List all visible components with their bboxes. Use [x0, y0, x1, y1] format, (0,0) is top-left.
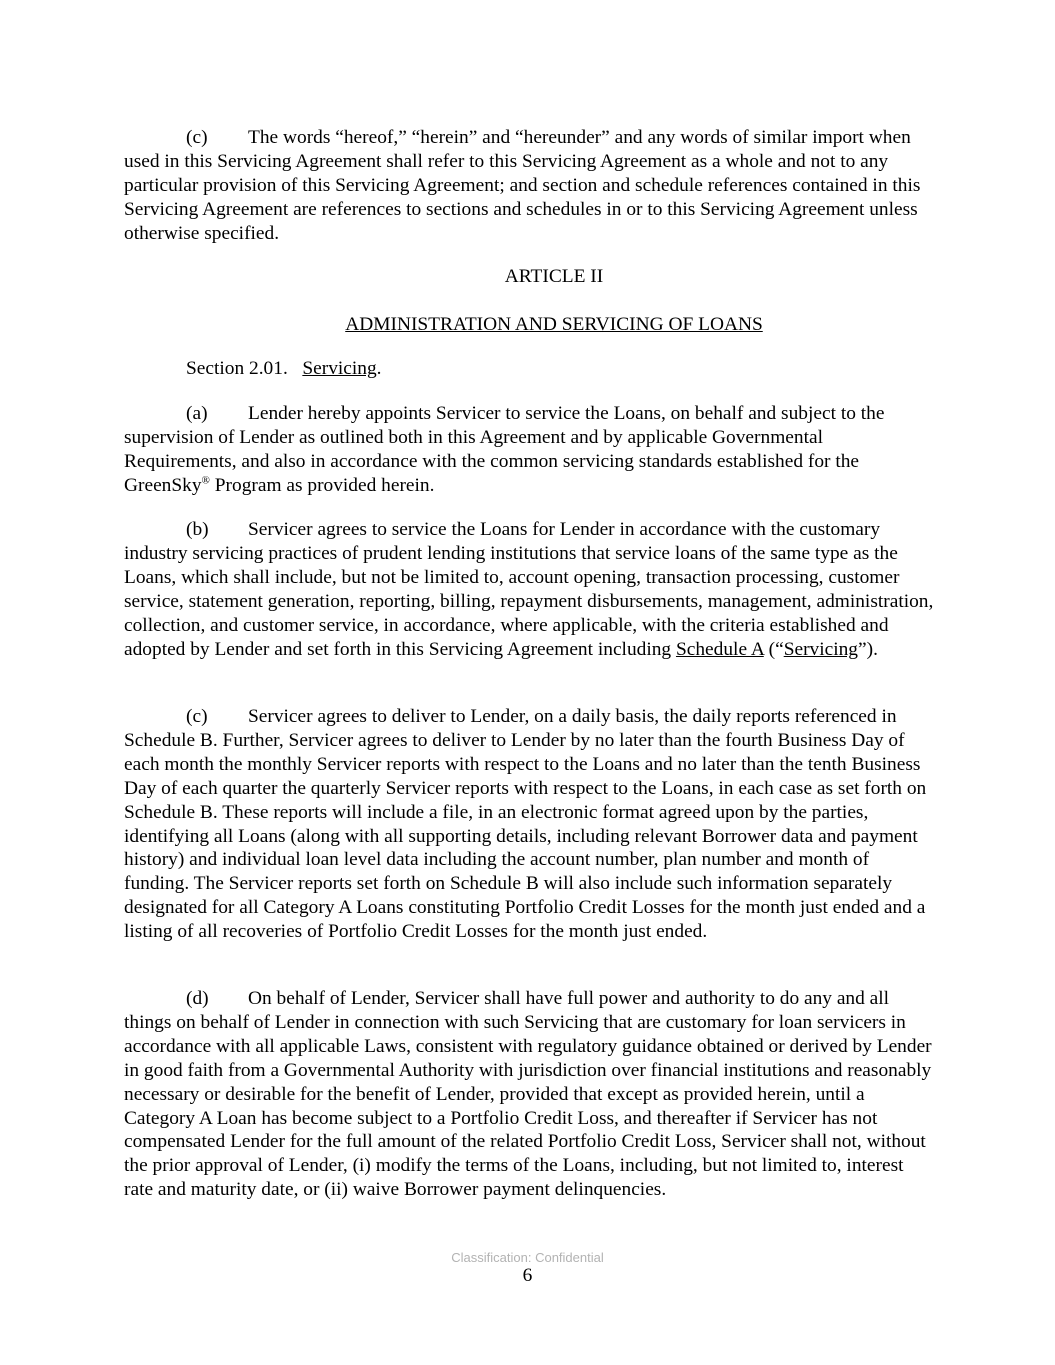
article-number: ARTICLE II — [504, 266, 604, 287]
section-title: Servicing — [302, 358, 377, 379]
defined-term-servicing: Servicing — [783, 638, 859, 660]
section-heading — [124, 357, 934, 381]
classification-label: Classification: Confidential — [451, 1250, 604, 1265]
paragraph-c-reports — [124, 705, 934, 944]
paragraph-text-end: Program as provided herein. — [209, 474, 435, 496]
paragraph-text: Servicer agrees to deliver to Lender, on a daily basis, the daily reports referenced in Schedule B. Further, Servicer agrees to deliver to Lender by no later than the fourth Business Day of each month the monthly Servicer reports with respect to the Loans and no later than the tenth Business Day of each quarter the quarterly Servicer reports with respect to the Loans, in each case as set forth on Schedule B. These reports will include a file, in an electronic format agreed upon by the parties, identifying all Loans (along with all supporting details, including relevant Borrower data and payment history) and individual loan level data including the account number, plan number and month of funding. The Servicer reports set forth on Schedule B will also include such information separately designated for all Category A Loans constituting Portfolio Credit Losses for the month just ended and a listing of all recoveries of Portfolio Credit Losses for the month just ended. — [124, 706, 927, 943]
paragraph-label: (b) — [186, 519, 209, 540]
paragraph-label: (d) — [186, 988, 209, 1009]
close-paren: ”). — [858, 638, 878, 660]
schedule-a-reference: Schedule A — [675, 638, 764, 660]
paragraph-text: The words “hereof,” “herein” and “hereunder” and any words of similar import when used in this Servicing Agreement shall refer to this Servicing Agreement as a whole and not to any particular provision of this Servicing Agreement; and section and schedule references contained in this Servicing Agreement are references to sections and schedules in or to this Servicing Agreement unless otherwise specified. — [124, 127, 921, 244]
article-title — [124, 313, 984, 337]
page-number: 6 — [522, 1265, 533, 1286]
paragraph-a-appointment — [124, 402, 934, 498]
paragraph-label: (a) — [186, 403, 208, 424]
article-title-text: ADMINISTRATION AND SERVICING OF LOANS — [345, 314, 763, 335]
paragraph-d-authority — [124, 987, 934, 1202]
paragraph-text: Lender hereby appoints Servicer to service the Loans, on behalf and subject to the supervision of Lender as outlined both in this Agreement and by applicable Governmental Requirements, and also in accordance with the common servicing standards established for the GreenSky — [124, 403, 885, 496]
paragraph-label: (c) — [186, 706, 208, 727]
section-title-period: . — [376, 358, 382, 379]
paragraph-b-standards — [124, 518, 934, 661]
open-paren: (“ — [763, 638, 784, 660]
section-number: Section 2.01. — [186, 358, 288, 379]
paragraph-label: (c) — [186, 127, 208, 148]
registered-mark: ® — [201, 474, 210, 487]
paragraph-c-definitions — [124, 126, 934, 246]
paragraph-text: Servicer agrees to service the Loans for Lender in accordance with the customary industry servicing practices of prudent lending institutions that service loans of the same type as the Loans, which shall include, but not be limited to, account opening, transaction processing, customer service, statement generation, reporting, billing, repayment disbursements, management, administration, collection, and customer service, in accordance, where applicable, with the criteria established and adopted by Lender and set forth in this Servicing Agreement including — [124, 519, 934, 660]
paragraph-text: On behalf of Lender, Servicer shall have full power and authority to do any and all things on behalf of Lender in connection with such Servicing that are customary for loan servicers in accordance with all applicable Laws, consistent with regulatory guidance obtained or derived by Lender in good faith from a Governmental Authority with jurisdiction over financial institutions and reasonably necessary or desirable for the benefit of Lender, provided that except as provided herein, until a Category A Loan has become subject to a Portfolio Credit Loss, and thereafter if Servicer has not compensated Lender for the full amount of the related Portfolio Credit Loss, Servicer shall not, without the prior approval of Lender, (i) modify the terms of the Loans, including, but not limited to, interest rate and maturity date, or (ii) waive Borrower payment delinquencies. — [124, 988, 932, 1201]
